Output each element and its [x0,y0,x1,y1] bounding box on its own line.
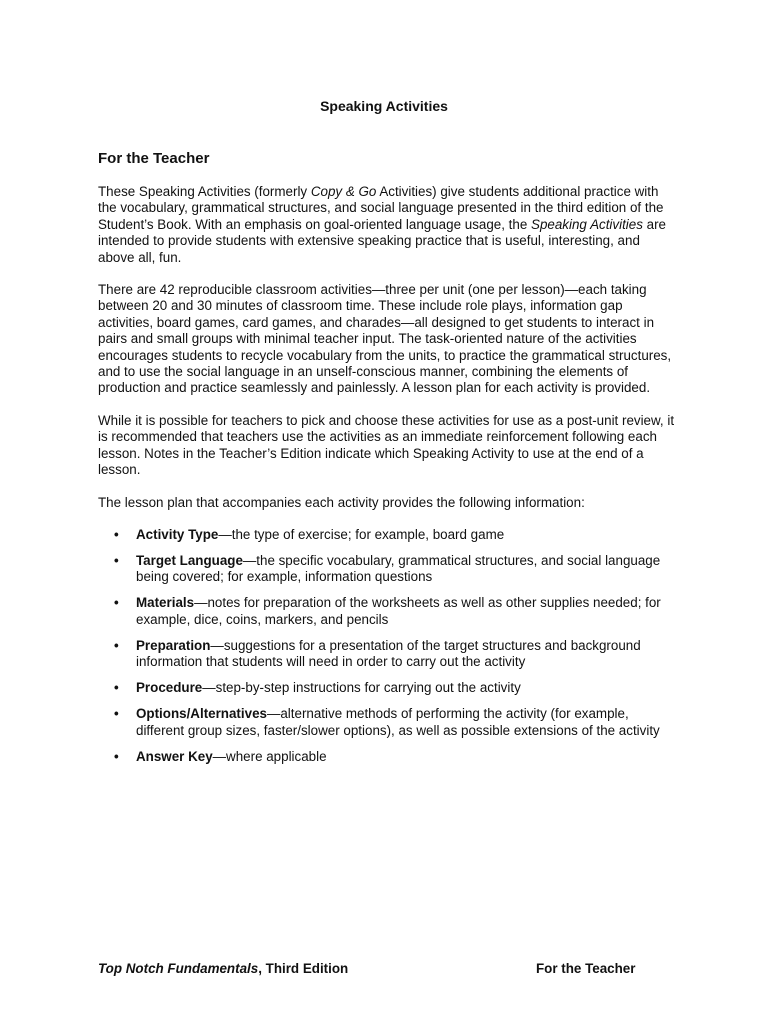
bullet-icon: • [114,680,119,696]
bullet-icon: • [114,748,119,764]
bullet-icon: • [114,637,119,653]
list-item [98,638,678,671]
bullet-icon: • [114,526,119,542]
list-item-term: Answer Key [136,748,213,764]
list-item [98,527,678,543]
list-item-desc: —alternative methods of performing the activity (for example, different group sizes, faster/slower options), as well as possible extensions of the activity [136,706,660,738]
list-item-term: Procedure [136,680,203,696]
list-item-term: Options/Alternatives [136,706,267,722]
bullet-icon: • [114,706,119,722]
list-item-term: Materials [136,595,195,611]
footer-book-name: Top Notch Fundamentals [98,961,259,976]
document-body [98,184,678,775]
paragraph-activities: There are 42 reproducible classroom activities—three per unit (one per lesson)—each taking between 20 and 30 minutes of classroom time. These include role plays, information gap activities, board games, card games, and charades—all designed to get students to interact in pairs and small groups with minimal teacher input. The task-oriented nature of the activities encourages students to recycle vocabulary from the units, to practice the grammatical structures, and to use the social language in an unself-conscious manner, combining the elements of production and practice seamlessly and painlessly. A lesson plan for each activity is provided. [98,282,672,396]
list-item-term: Target Language [136,552,243,568]
bullet-icon: • [114,552,119,568]
list-item [98,595,678,628]
section-heading: For the Teacher [98,150,210,167]
list-item-desc: —the specific vocabulary, grammatical structures, and social language being covered; for example, information questions [136,552,661,585]
bullet-icon: • [114,595,119,611]
footer-edition: , Third Edition [258,961,349,976]
list-item-desc: —the type of exercise; for example, board game [218,526,505,542]
list-item [98,553,678,586]
footer-section: For the Teacher [536,961,636,976]
list-item-desc: —notes for preparation of the worksheets as well as other supplies needed; for example, dice, coins, markers, and pencils [136,595,661,627]
footer-book-title [98,961,348,977]
intro-italic-copy-go: Copy & Go [310,184,377,199]
lesson-plan-list [98,527,678,765]
list-item-desc: —where applicable [212,748,327,764]
list-item [98,706,678,739]
intro-italic-speaking-activities: Speaking Activities [531,216,643,232]
intro-text-3: are intended to provide students with extensive speaking practice that is useful, interesting, and above all, fun. [98,216,666,265]
paragraph-usage: While it is possible for teachers to pick and choose these activities for use as a post-unit review, it is recommended that teachers use the activities as an immediate reinforcement following each lesson. Notes in the Teacher’s Edition indicate which Speaking Activity to use at the end of a lesson. [98,412,675,478]
paragraph-intro [98,184,678,266]
intro-text-2: Activities) give students additional practice with the vocabulary, grammatical structures, and social language presented in the third edition of the Student’s Book. With an emphasis on goal-oriented language usage, the [98,184,664,232]
list-item-term: Preparation [136,637,211,653]
list-item-term: Activity Type [136,526,219,542]
list-item-desc: —step-by-step instructions for carrying out the activity [202,680,521,696]
list-item [98,749,678,765]
page-title: Speaking Activities [320,98,448,114]
paragraph-lesson-plan: The lesson plan that accompanies each activity provides the following information: [98,494,585,510]
intro-text-1: These Speaking Activities (formerly [98,184,311,199]
list-item-desc: —suggestions for a presentation of the target structures and background information that students will need in order to carry out the activity [136,637,641,670]
list-item [98,680,678,696]
